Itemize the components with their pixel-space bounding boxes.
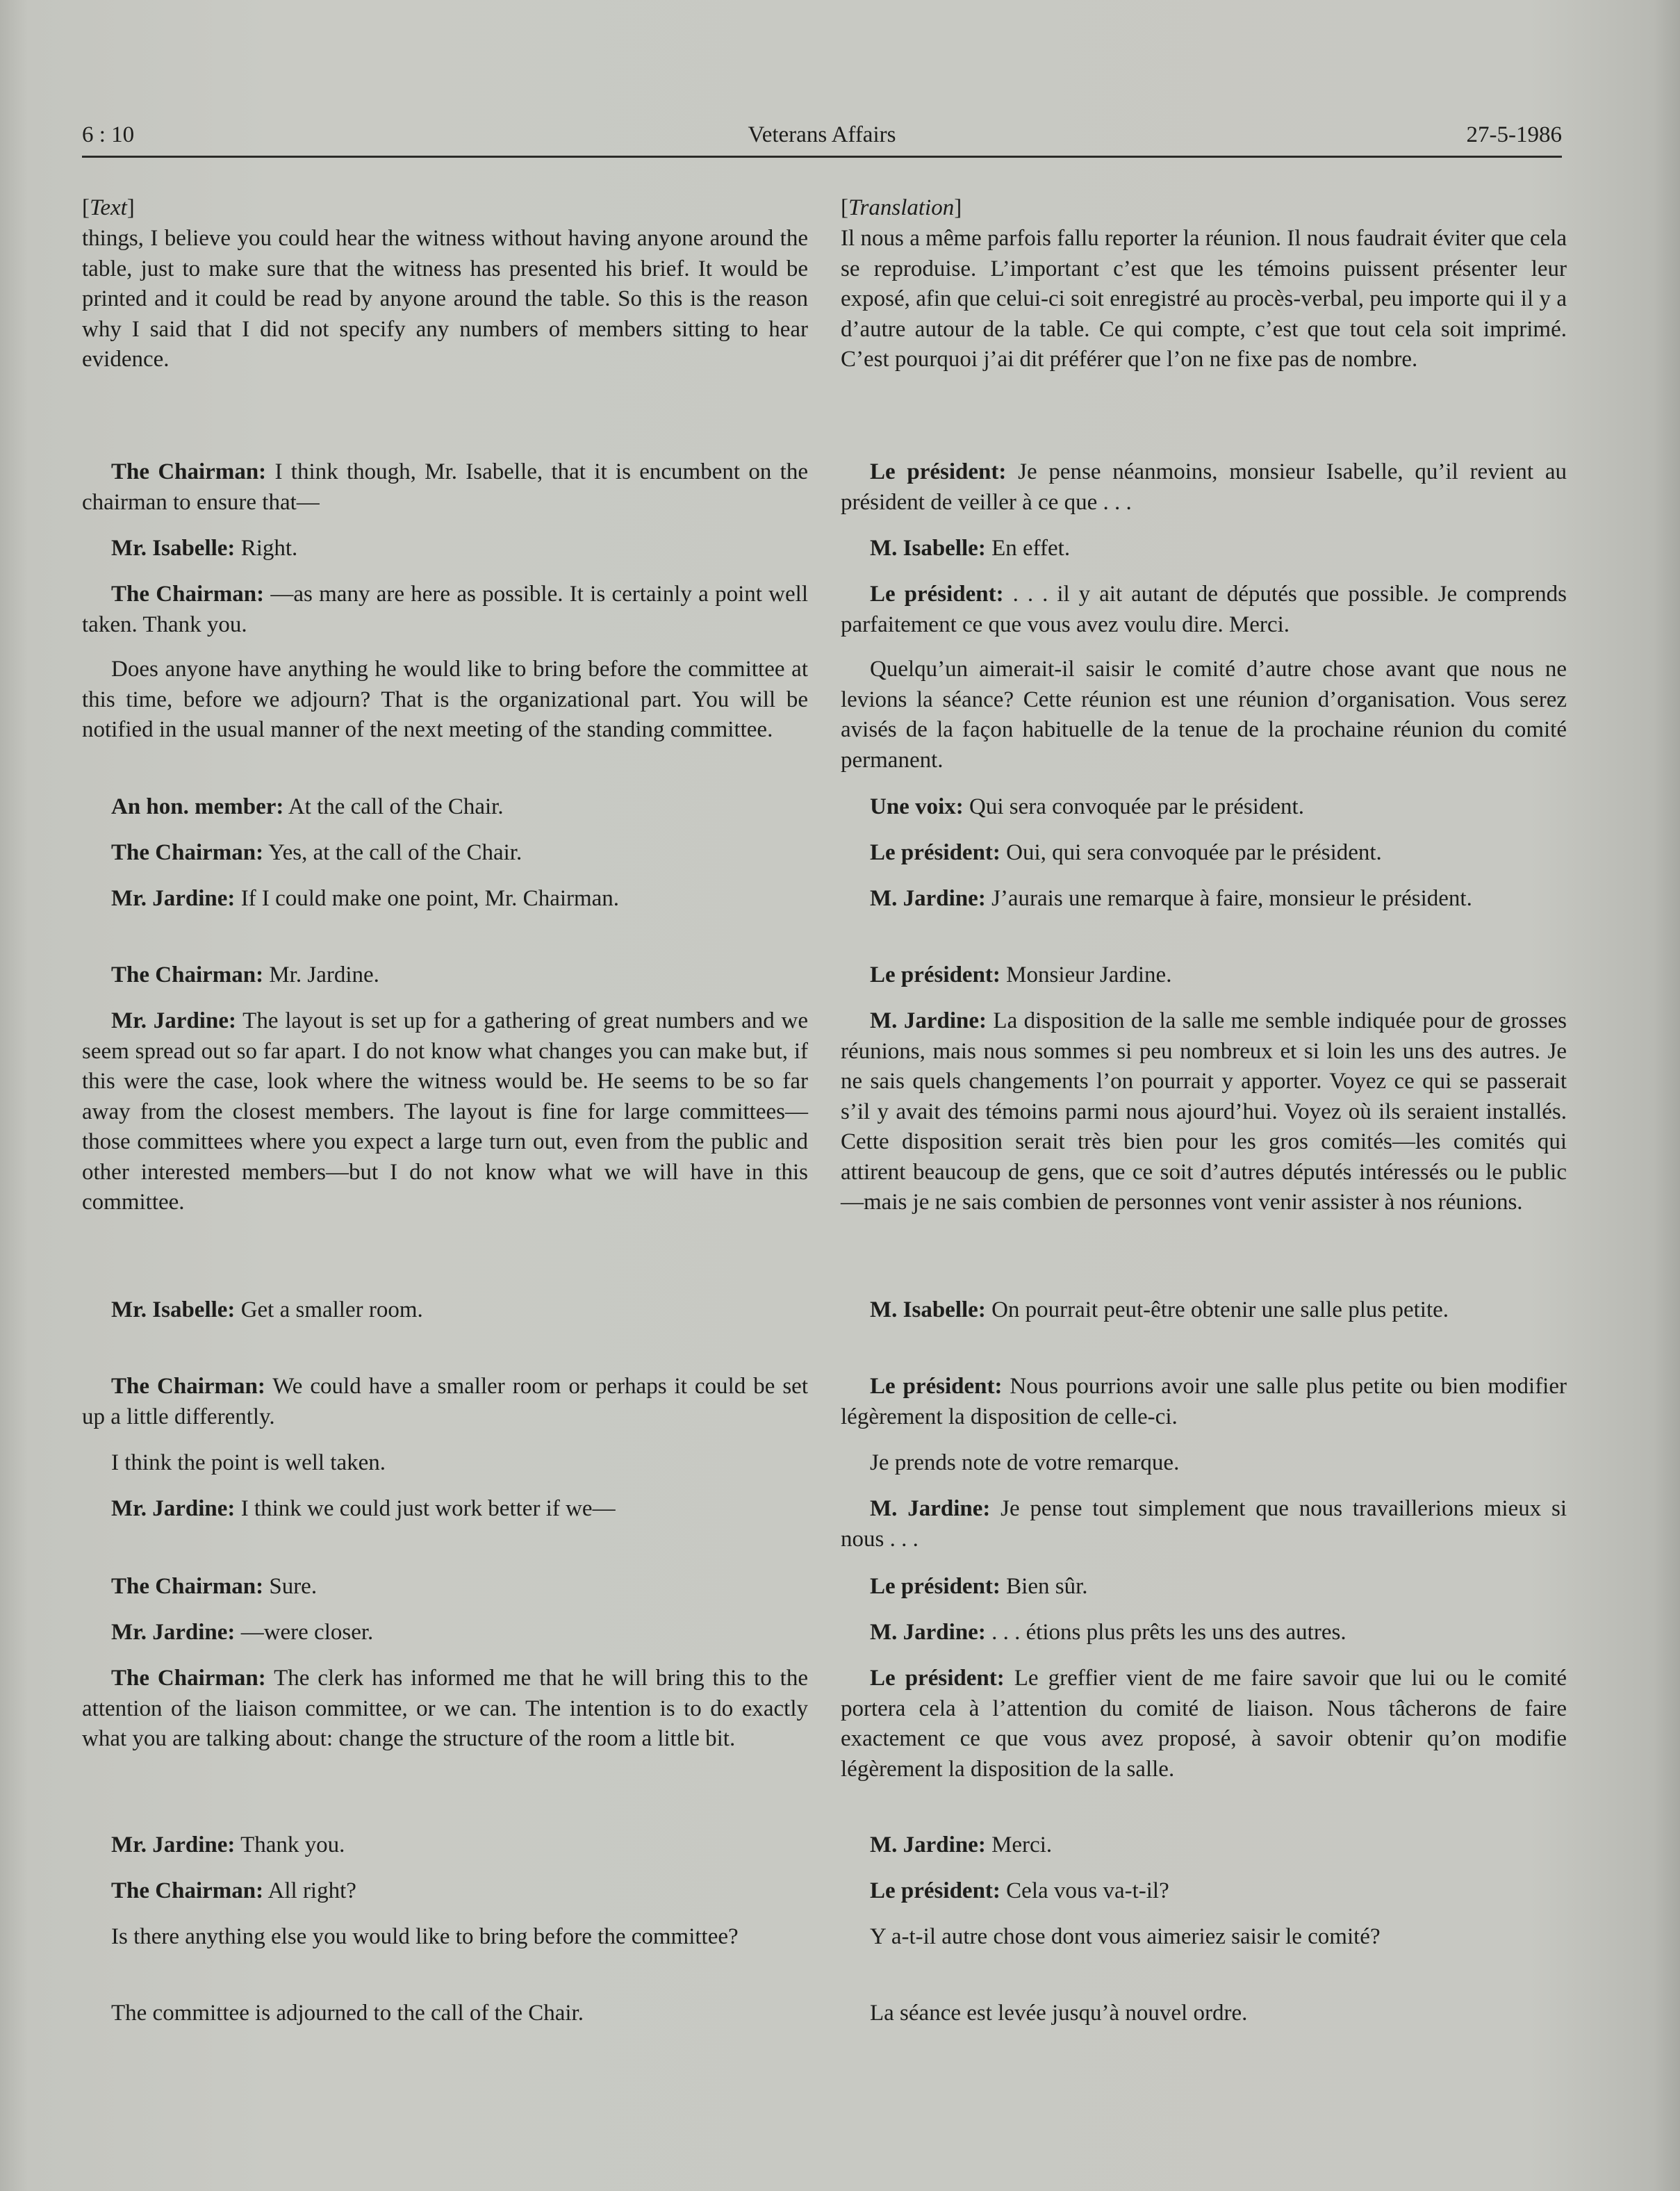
paragraph: The Chairman: Mr. Jardine. [111, 962, 379, 987]
publication-title: Veterans Affairs [748, 122, 896, 147]
paragraph: Le président: Cela vous va-t-il? [870, 1878, 1169, 1903]
paragraph: Le président: Le greffier vient de me faire savoir que lui ou le comité portera cela à l’attention du comité de liaison. Nous tâcherons de faire exactement ce que vous avez proposé, à savoir obtenir qu’on modifie légèrement la disposition de la salle. [841, 1666, 1567, 1782]
paragraph: Mr. Isabelle: Get a smaller room. [111, 1297, 423, 1322]
paragraph: The Chairman: —as many are here as possible. It is certainly a point well taken. Thank you. [82, 582, 808, 637]
paragraph: The Chairman: The clerk has informed me that he will bring this to the attention of the liaison committee, or we can. The intention is to do exactly what you are talking about: change the structure of the room a little bit. [82, 1666, 809, 1751]
paragraph: Je prends note de votre remarque. [870, 1450, 1180, 1475]
paragraph: Le président: Bien sûr. [870, 1574, 1088, 1599]
paragraph: M. Isabelle: En effet. [870, 536, 1071, 561]
paragraph: Mr. Jardine: I think we could just work better if we— [111, 1496, 616, 1521]
paragraph: Mr. Isabelle: Right. [111, 536, 298, 561]
paragraph: M. Jardine: La disposition de la salle me semble indiquée pour de grosses réunions, mais nous sommes si peu nombreux et si loin les uns des autres. Je ne sais quels changements l’on pourrait y apporter. Voyez ce qui se passerait s’il y avait des témoins parmi nous ajourd’hui. Voyez où ils seraient installés. Cette disposition serait très bien pour les gros comités—les comités qui attirent beaucoup de gens, que ce soit d’autres députés intéressés ou le public—mais je ne sais combien de personnes vont venir assister à nos réunions. [841, 1008, 1567, 1215]
paragraph: Le président: Je pense néanmoins, monsieur Isabelle, qu’il revient au président de veiller à ce que . . . [841, 459, 1567, 515]
paragraph: La séance est levée jusqu’à nouvel ordre. [870, 2001, 1248, 2026]
paragraph: M. Jardine: Merci. [870, 1832, 1053, 1857]
paragraph: Y a-t-il autre chose dont vous aimeriez saisir le comité? [870, 1924, 1381, 1949]
column-label: [Text] [82, 195, 135, 220]
paragraph: Il nous a même parfois fallu reporter la réunion. Il nous faudrait éviter que cela se reproduise. L’important c’est que les témoins puissent présenter leur exposé, afin que celui-ci soit enregistré au procès-verbal, peu importe qui il y a d’autre autour de la table. Ce qui compte, c’est que tout cela soit imprimé. C’est pourquoi j’ai dit préférer que l’on ne fixe pas de nombre. [841, 226, 1567, 372]
paragraph: M. Isabelle: On pourrait peut-être obtenir une salle plus petite. [870, 1297, 1449, 1322]
paragraph: Does anyone have anything he would like to bring before the committee at this time, before we adjourn? That is the organizational part. You will be notified in the usual manner of the next meeting of the standing committee. [82, 657, 808, 742]
paragraph: Mr. Jardine: Thank you. [111, 1832, 345, 1857]
paragraph: Is there anything else you would like to bring before the committee? [111, 1924, 739, 1949]
paragraph: Une voix: Qui sera convoquée par le président. [870, 794, 1304, 819]
paragraph: Le président: . . . il y ait autant de députés que possible. Je comprends parfaitement ce que vous avez voulu dire. Merci. [841, 582, 1567, 637]
paragraph: The committee is adjourned to the call of the Chair. [111, 2001, 584, 2026]
paragraph: The Chairman: I think though, Mr. Isabelle, that it is encumbent on the chairman to ensure that— [82, 459, 808, 515]
paragraph: M. Jardine: J’aurais une remarque à faire, monsieur le président. [870, 886, 1472, 911]
paragraph: Mr. Jardine: —were closer. [111, 1620, 374, 1645]
header-rule [82, 156, 1562, 158]
paragraph: The Chairman: All right? [111, 1878, 356, 1903]
paragraph: The Chairman: Yes, at the call of the Chair. [111, 840, 522, 865]
paragraph: things, I believe you could hear the witness without having anyone around the table, just to make sure that the witness has presented his brief. It would be printed and it could be read by anyone around the table. So this is the reason why I said that I did not specify any numbers of members sitting to hear evidence. [82, 226, 808, 372]
paragraph: Le président: Nous pourrions avoir une salle plus petite ou bien modifier légèrement la disposition de celle-ci. [841, 1374, 1567, 1429]
paragraph: An hon. member: At the call of the Chair. [111, 794, 504, 819]
running-header [82, 120, 1562, 154]
paragraph: The Chairman: We could have a smaller room or perhaps it could be set up a little differently. [82, 1374, 809, 1429]
paragraph: I think the point is well taken. [111, 1450, 386, 1475]
paragraph: Mr. Jardine: If I could make one point, Mr. Chairman. [111, 886, 620, 911]
paragraph: The Chairman: Sure. [111, 1574, 318, 1599]
paragraph: Mr. Jardine: The layout is set up for a gathering of great numbers and we seem spread out so far apart. I do not know what changes you can make but, if this were the case, look where the witness would be. He seems to be so far away from the closest members. The layout is fine for large committees—those committees where you expect a large turn out, even from the public and other interested members—but I do not know what we will have in this committee. [82, 1008, 808, 1215]
column-label: [Translation] [841, 195, 962, 220]
header-date: 27-5-1986 [1466, 122, 1562, 147]
paragraph: Le président: Oui, qui sera convoquée par le président. [870, 840, 1382, 865]
paragraph: M. Jardine: Je pense tout simplement que nous travaillerions mieux si nous . . . [841, 1496, 1567, 1552]
paragraph: Quelqu’un aimerait-il saisir le comité d’autre chose avant que nous ne levions la séance? Cette réunion est une réunion d’organisation. Vous serez avisés de la façon habituelle de la tenue de la prochaine réunion du comité permanent. [841, 657, 1567, 773]
paragraph: Le président: Monsieur Jardine. [870, 962, 1172, 987]
paragraph: M. Jardine: . . . étions plus prêts les uns des autres. [870, 1620, 1347, 1645]
page-number: 6 : 10 [82, 122, 135, 147]
